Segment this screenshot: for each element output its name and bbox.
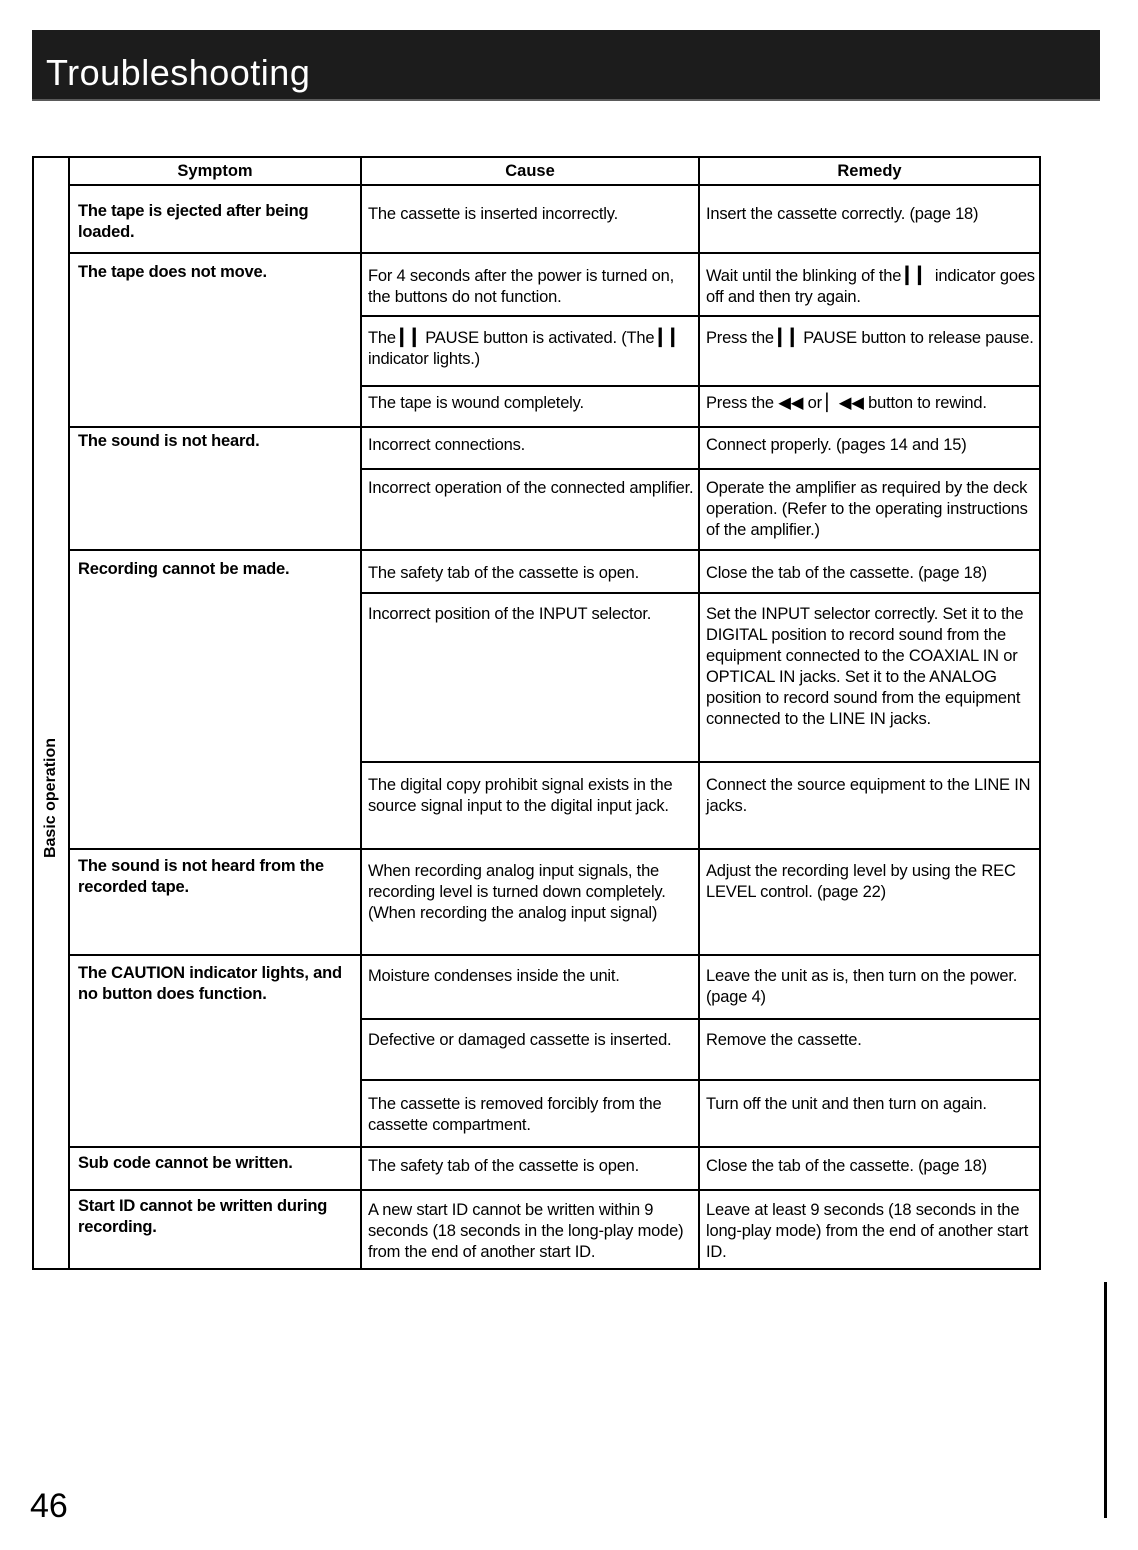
remedy-cell: Connect properly. (pages 14 and 15)	[706, 436, 967, 454]
table-bottom-border	[32, 1268, 1041, 1270]
cause-cell: Incorrect operation of the connected amplifier.	[368, 479, 694, 497]
symptom-cell: The tape does not move.	[78, 263, 267, 281]
symptom-cell: Sub code cannot be written.	[78, 1154, 293, 1172]
cause-cell: The cassette is removed forcibly from the cassette compartment.	[368, 1095, 662, 1134]
row-divider	[70, 954, 1041, 956]
remedy-cell: Wait until the blinking of the ▎▎ indicator goes off and then try again.	[706, 267, 1035, 306]
remedy-cell: Leave the unit as is, then turn on the power. (page 4)	[706, 967, 1018, 1006]
remedy-cell: Operate the amplifier as required by the deck operation. (Refer to the operating instructions of the amplifier.)	[706, 479, 1028, 539]
cause-cell: The safety tab of the cassette is open.	[368, 564, 640, 582]
row-divider	[70, 1189, 1041, 1191]
symptom-cell: The CAUTION indicator lights, and no button does function.	[78, 964, 342, 1003]
cause-cell: Defective or damaged cassette is inserted.	[368, 1031, 672, 1049]
remedy-cell: Turn off the unit and then turn on again.	[706, 1095, 987, 1113]
row-divider	[70, 252, 1041, 254]
cause-cell: The tape is wound completely.	[368, 394, 584, 412]
header-symptom: Symptom	[177, 162, 253, 180]
row-divider	[70, 1146, 1041, 1148]
remedy-cell: Insert the cassette correctly. (page 18)	[706, 205, 979, 223]
remedy-cell: Leave at least 9 seconds (18 seconds in the long-play mode) from the end of another start ID.	[706, 1201, 1029, 1261]
cause-cell: The ▎▎PAUSE button is activated. (The ▎▎ indicator lights.)	[368, 329, 684, 368]
column-divider	[1039, 156, 1041, 1270]
page-title: Troubleshooting	[46, 52, 311, 93]
cause-cell: For 4 seconds after the power is turned on, the buttons do not function.	[368, 267, 674, 306]
header-cause: Cause	[505, 162, 555, 180]
cause-cell: The cassette is inserted incorrectly.	[368, 205, 618, 223]
troubleshooting-table	[32, 156, 1041, 1270]
cause-cell: A new start ID cannot be written within 9 seconds (18 seconds in the long-play mode) from the end of another start ID.	[368, 1201, 684, 1261]
cause-cell: When recording analog input signals, the recording level is turned down completely. (When recording the analog input signal)	[368, 862, 666, 922]
row-divider	[360, 761, 1041, 763]
page-number: 46	[30, 1487, 68, 1525]
column-divider	[360, 156, 362, 1270]
title-bar	[32, 30, 1100, 101]
remedy-cell: Close the tab of the cassette. (page 18)	[706, 1157, 987, 1175]
remedy-cell: Press the ▎▎PAUSE button to release pause.	[706, 329, 1034, 347]
side-label: Basic operation	[42, 737, 59, 859]
row-divider	[360, 1079, 1041, 1081]
cause-cell: The digital copy prohibit signal exists in the source signal input to the digital input jack.	[368, 776, 673, 815]
symptom-cell: The tape is ejected after being loaded.	[78, 202, 309, 241]
row-divider	[70, 426, 1041, 428]
row-divider	[70, 848, 1041, 850]
row-divider	[360, 315, 1041, 317]
side-column	[32, 156, 70, 1270]
cause-cell: The safety tab of the cassette is open.	[368, 1157, 640, 1175]
cause-cell: Incorrect connections.	[368, 436, 526, 454]
cause-cell: Moisture condenses inside the unit.	[368, 967, 620, 985]
remedy-cell: Press the ◀◀ or ▏◀◀ button to rewind.	[706, 394, 987, 412]
row-divider	[360, 592, 1041, 594]
symptom-cell: Recording cannot be made.	[78, 560, 290, 578]
symptom-cell: The sound is not heard from the recorded tape.	[78, 857, 324, 896]
margin-bar	[1104, 1282, 1107, 1518]
row-divider	[360, 468, 1041, 470]
row-divider	[360, 1018, 1041, 1020]
remedy-cell: Set the INPUT selector correctly. Set it to the DIGITAL position to record sound from the equipment connected to the COAXIAL IN or OPTICAL IN jacks. Set it to the ANALOG position to record sound from the equipment connected to the LINE IN jacks.	[706, 605, 1024, 728]
remedy-cell: Connect the source equipment to the LINE IN jacks.	[706, 776, 1031, 815]
symptom-cell: Start ID cannot be written during recording.	[78, 1197, 328, 1236]
cause-cell: Incorrect position of the INPUT selector.	[368, 605, 652, 623]
remedy-cell: Adjust the recording level by using the REC LEVEL control. (page 22)	[706, 862, 1016, 901]
remedy-cell: Remove the cassette.	[706, 1031, 862, 1049]
header-remedy: Remedy	[837, 162, 902, 180]
symptom-cell: The sound is not heard.	[78, 432, 260, 450]
remedy-cell: Close the tab of the cassette. (page 18)	[706, 564, 987, 582]
row-divider	[360, 385, 1041, 387]
header-divider	[70, 184, 1041, 186]
row-divider	[70, 549, 1041, 551]
